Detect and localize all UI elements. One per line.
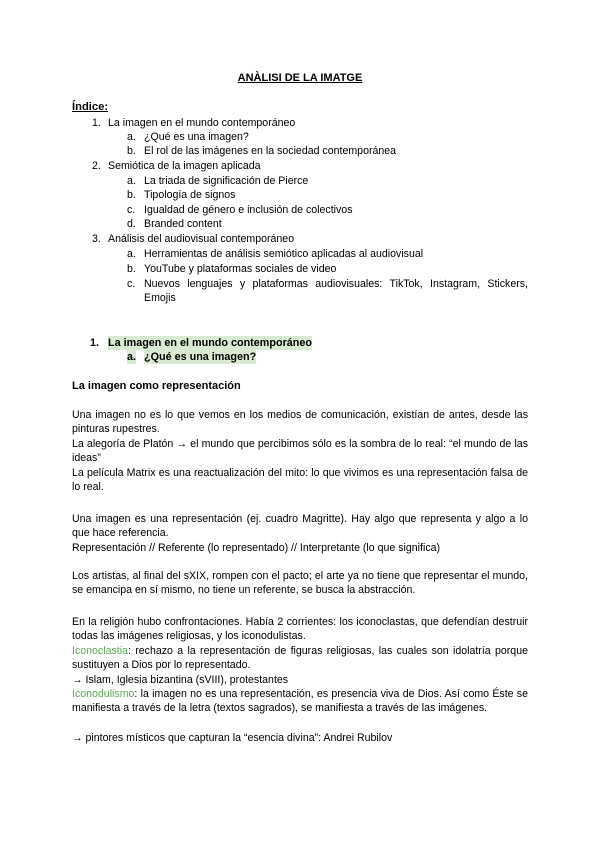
index-item-2c-letter: c. [127,204,136,216]
index-item-3b-letter: b. [127,263,136,275]
index-item-3a: Herramientas de análisis semiótico aplicadas al audiovisual [144,248,424,260]
section-heading: La imagen en el mundo contemporáneo [108,337,312,349]
index-item-1a: ¿Qué es una imagen? [144,131,249,143]
index-item-2b: Tipología de signos [144,189,236,201]
term-iconodulismo: Iconodulismo [72,688,135,700]
paragraph-11: → pintores místicos que capturan la “esencia divina”: Andrei Rubilov [72,732,393,744]
paragraph-7: En la religión hubo confrontaciones. Había 2 corrientes: los iconoclastas, que defendían destruir todas las imágenes religiosas, y los iconodulistas. [72,616,528,643]
subsection-heading: ¿Qué es una imagen? [144,351,257,363]
index-item-2d: Branded content [144,218,222,230]
index-item-3a-letter: a. [127,248,136,260]
index-item-2d-letter: d. [127,218,136,230]
term-iconoclastia: Iconoclastia [72,645,128,657]
paragraph-1: Una imagen no es lo que vemos en los medios de comunicación, existían de antes, desde las pinturas rupestres. [72,409,528,436]
index-item-3: Análisis del audiovisual contemporáneo [108,233,295,245]
subsection-letter: a. [127,351,137,363]
index-item-1a-letter: a. [127,131,136,143]
paragraph-2: La alegoría de Platón → el mundo que percibimos sólo es la sombra de lo real: “el mundo de las ideas” [72,438,528,465]
index-item-2: Semiótica de la imagen aplicada [108,160,261,172]
index-item-2b-letter: b. [127,189,136,201]
index-item-1b: El rol de las imágenes en la sociedad contemporánea [144,145,397,157]
index-item-3b: YouTube y plataformas sociales de video [144,263,337,275]
index-item-1: La imagen en el mundo contemporáneo [108,117,296,129]
index-item-2a-letter: a. [127,175,136,187]
paragraph-10-text: : la imagen no es una representación, es presencia viva de Dios. Así como Éste se manifiesta a través de la letra (textos sagrados), se manifiesta a través de las imágenes. [72,688,528,715]
index-item-1b-letter: b. [127,145,136,157]
paragraph-8 [72,644,528,673]
paragraph-3: La película Matrix es una reactualización del mito: lo que vivimos es una representación falsa de lo real. [72,467,528,494]
index-heading: Índice: [72,101,109,113]
index-item-2-number: 2. [92,160,101,172]
index-item-2a: La triada de significación de Pierce [144,175,309,187]
index-item-3-number: 3. [92,233,101,245]
paragraph-9: → Islam, Iglesia bizantina (sVIII), protestantes [72,674,289,686]
paragraph-6: Los artistas, al final del sXIX, rompen con el pacto; el arte ya no tiene que representar el mundo, se emancipa en sí mismo, no tiene un referente, se busca la abstracción. [72,570,528,597]
paragraph-5: Representación // Referente (lo representado) // Interpretante (lo que significa) [72,542,441,554]
index-item-2c: Igualdad de género e inclusión de colectivos [144,204,353,216]
paragraph-10 [72,687,528,716]
index-item-3c: Nuevos lenguajes y plataformas audiovisuales: TikTok, Instagram, Stickers, Emojis [144,278,528,305]
paragraph-8-text: : rechazo a la representación de figuras religiosas, las cuales son idolatría porque sustituyen a Dios por lo representado. [72,645,528,672]
index-item-1-number: 1. [92,117,101,129]
index-item-3c-letter: c. [127,278,136,290]
section-number: 1. [90,337,100,349]
document-title: ANÀLISI DE LA IMATGE [237,72,363,84]
paragraph-4: Una imagen es una representación (ej. cuadro Magritte). Hay algo que representa y algo a lo que hace referencia. [72,513,528,540]
subtitle: La imagen como representación [72,380,241,392]
